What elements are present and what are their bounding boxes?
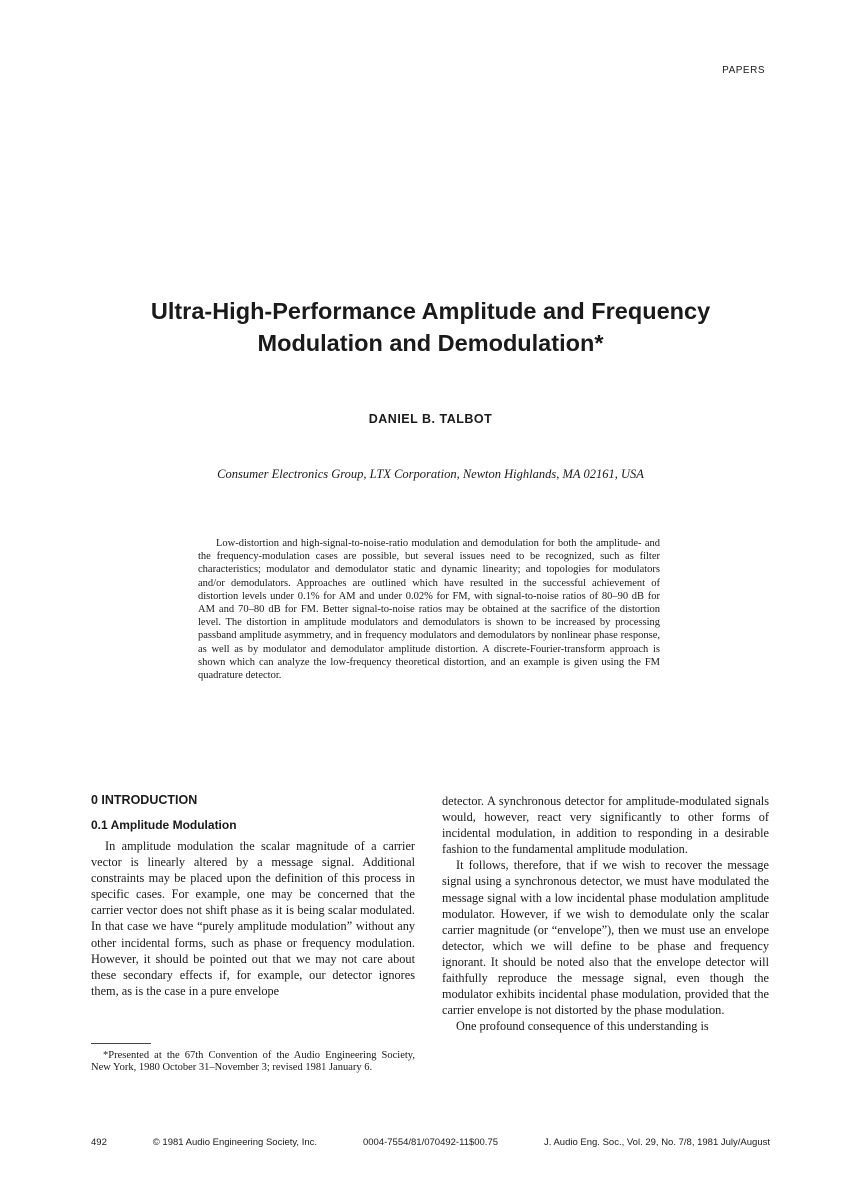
author-affiliation: Consumer Electronics Group, LTX Corporation, Newton Highlands, MA 02161, USA [217, 467, 644, 481]
body-paragraph: One profound consequence of this understanding is [456, 1019, 709, 1034]
left-column [91, 793, 415, 999]
body-paragraph: It follows, therefore, that if we wish to recover the message signal using a synchronous detector, we must have modulated the message signal with a low incidental phase modulation amplitude modulator. However, if we wish to demodulate only the scalar carrier magnitude (or “envelope”), then we must use an envelope detector, which we will define to be phase and frequency ignorant. It should be noted also that the envelope detector will faithfully reproduce the message signal, even though the modulator exhibits incidental phase modulation, provided that the carrier envelope is not distorted by the phase modulation. [442, 858, 769, 1018]
title-line-1: Ultra-High-Performance Amplitude and Frequency [150, 298, 711, 324]
title-line-2: Modulation and Demodulation* [257, 330, 604, 356]
abstract: Low-distortion and high-signal-to-noise-ratio modulation and demodulation for both the amplitude- and the frequency-modulation cases are possible, but several issues need to be recognized, such as filter characteristics; modulator and demodulator static and dynamic linearity; and topologies for modulators and/or demodulators. Approaches are outlined which have resulted in the successful achievement of distortion levels under 0.1% for AM and under 0.02% for FM, with signal-to-noise ratios of 80–90 dB for AM and 70–80 dB for FM. Better signal-to-noise ratios may be obtained at the sacrifice of the distortion level. The distortion in amplitude modulators and demodulators is shown to be increased by processing passband amplitude asymmetry, and in frequency modulators and demodulators by nonlinear phase response, as well as by modulator and demodulator amplitude distortion. A discrete-Fourier-transform approach is shown which can analyze the low-frequency theoretical distortion, and an example is given using the FM quadrature detector. [198, 538, 660, 682]
article-code: 0004-7554/81/070492-11$00.75 [362, 1137, 499, 1148]
journal-citation: J. Audio Eng. Soc., Vol. 29, No. 7/8, 1981 July/August [543, 1137, 770, 1148]
body-paragraph: In amplitude modulation the scalar magnitude of a carrier vector is linearly altered by a message signal. Additional constraints may be placed upon the definition of this process in specific cases. For example, one may be concerned that the carrier vector does not shift phase as it is being scalar modulated. In that case we have “purely amplitude modulation” without any other incidental forms, such as phase or frequency modulation. However, it should be pointed out that we may not care about these secondary effects if, for example, our detector ignores them, as is the case in a pure envelope [91, 839, 415, 998]
section-tag: PAPERS [722, 65, 765, 76]
author-name: DANIEL B. TALBOT [368, 412, 493, 426]
page-number: 492 [91, 1137, 107, 1148]
footnote-divider [91, 1043, 151, 1044]
page-footer [91, 1137, 770, 1148]
footnote: *Presented at the 67th Convention of the Audio Engineering Society, New York, 1980 October 31–November 3; revised 1981 January 6. [91, 1050, 415, 1073]
paper-title [0, 295, 861, 359]
section-heading: 0 INTRODUCTION [91, 793, 198, 807]
subsection-heading: 0.1 Amplitude Modulation [91, 818, 237, 832]
body-paragraph: detector. A synchronous detector for amplitude-modulated signals would, however, react very significantly to other forms of incidental modulation, in addition to responding in a desirable fashion to the fundamental amplitude modulation. [442, 794, 769, 857]
right-column [442, 793, 769, 1034]
copyright-notice: © 1981 Audio Engineering Society, Inc. [152, 1137, 318, 1148]
